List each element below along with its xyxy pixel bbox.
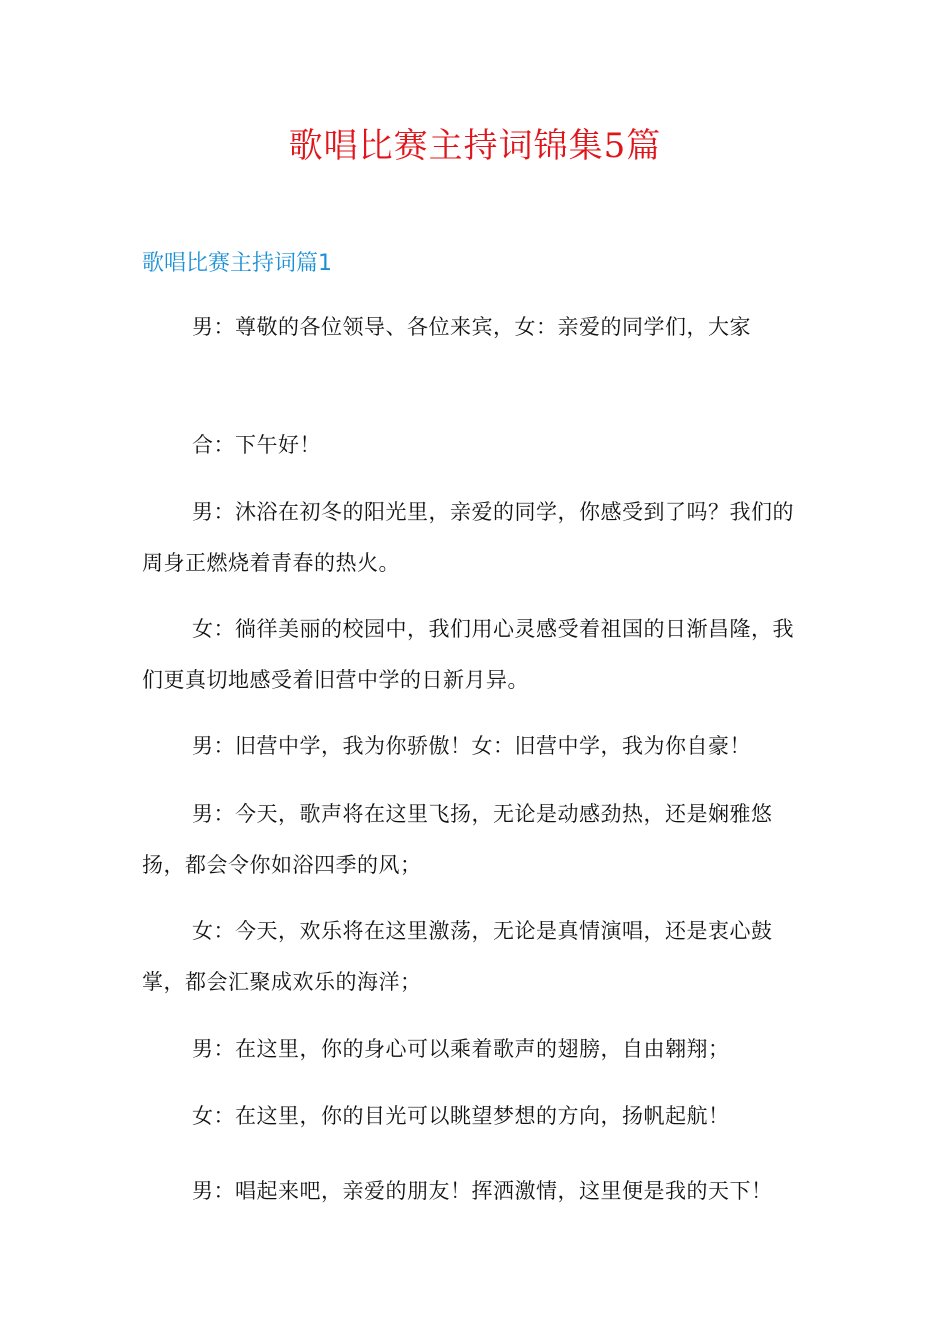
paragraph-10: 男：唱起来吧，亲爱的朋友！挥洒激情，这里便是我的天下！ [192,1179,773,1203]
paragraph-3: 男：沐浴在初冬的阳光里，亲爱的同学，你感受到了吗？我们的周身正燃烧着青春的热火。 [142,500,794,575]
section-heading: 歌唱比赛主持词篇1 [142,251,332,276]
paragraph-6: 男：今天，歌声将在这里飞扬，无论是动感劲热，还是娴雅悠扬，都会令你如浴四季的风； [142,802,773,877]
paragraph-9: 女：在这里，你的目光可以眺望梦想的方向，扬帆起航！ [192,1104,730,1128]
paragraph-5: 男：旧营中学，我为你骄傲！女：旧营中学，我为你自豪！ [192,734,751,758]
paragraph-2: 合：下午好！ [192,433,321,457]
paragraph-7: 女：今天，欢乐将在这里激荡，无论是真情演唱，还是衷心鼓掌，都会汇聚成欢乐的海洋； [142,919,773,994]
paragraph-1: 男：尊敬的各位领导、各位来宾，女：亲爱的同学们，大家 [192,315,751,339]
paragraph-4: 女：徜徉美丽的校园中，我们用心灵感受着祖国的日渐昌隆，我们更真切地感受着旧营中学的日新月异。 [142,617,794,692]
document-title: 歌唱比赛主持词锦集5篇 [288,126,662,166]
paragraph-8: 男：在这里，你的身心可以乘着歌声的翅膀，自由翱翔； [192,1037,730,1061]
